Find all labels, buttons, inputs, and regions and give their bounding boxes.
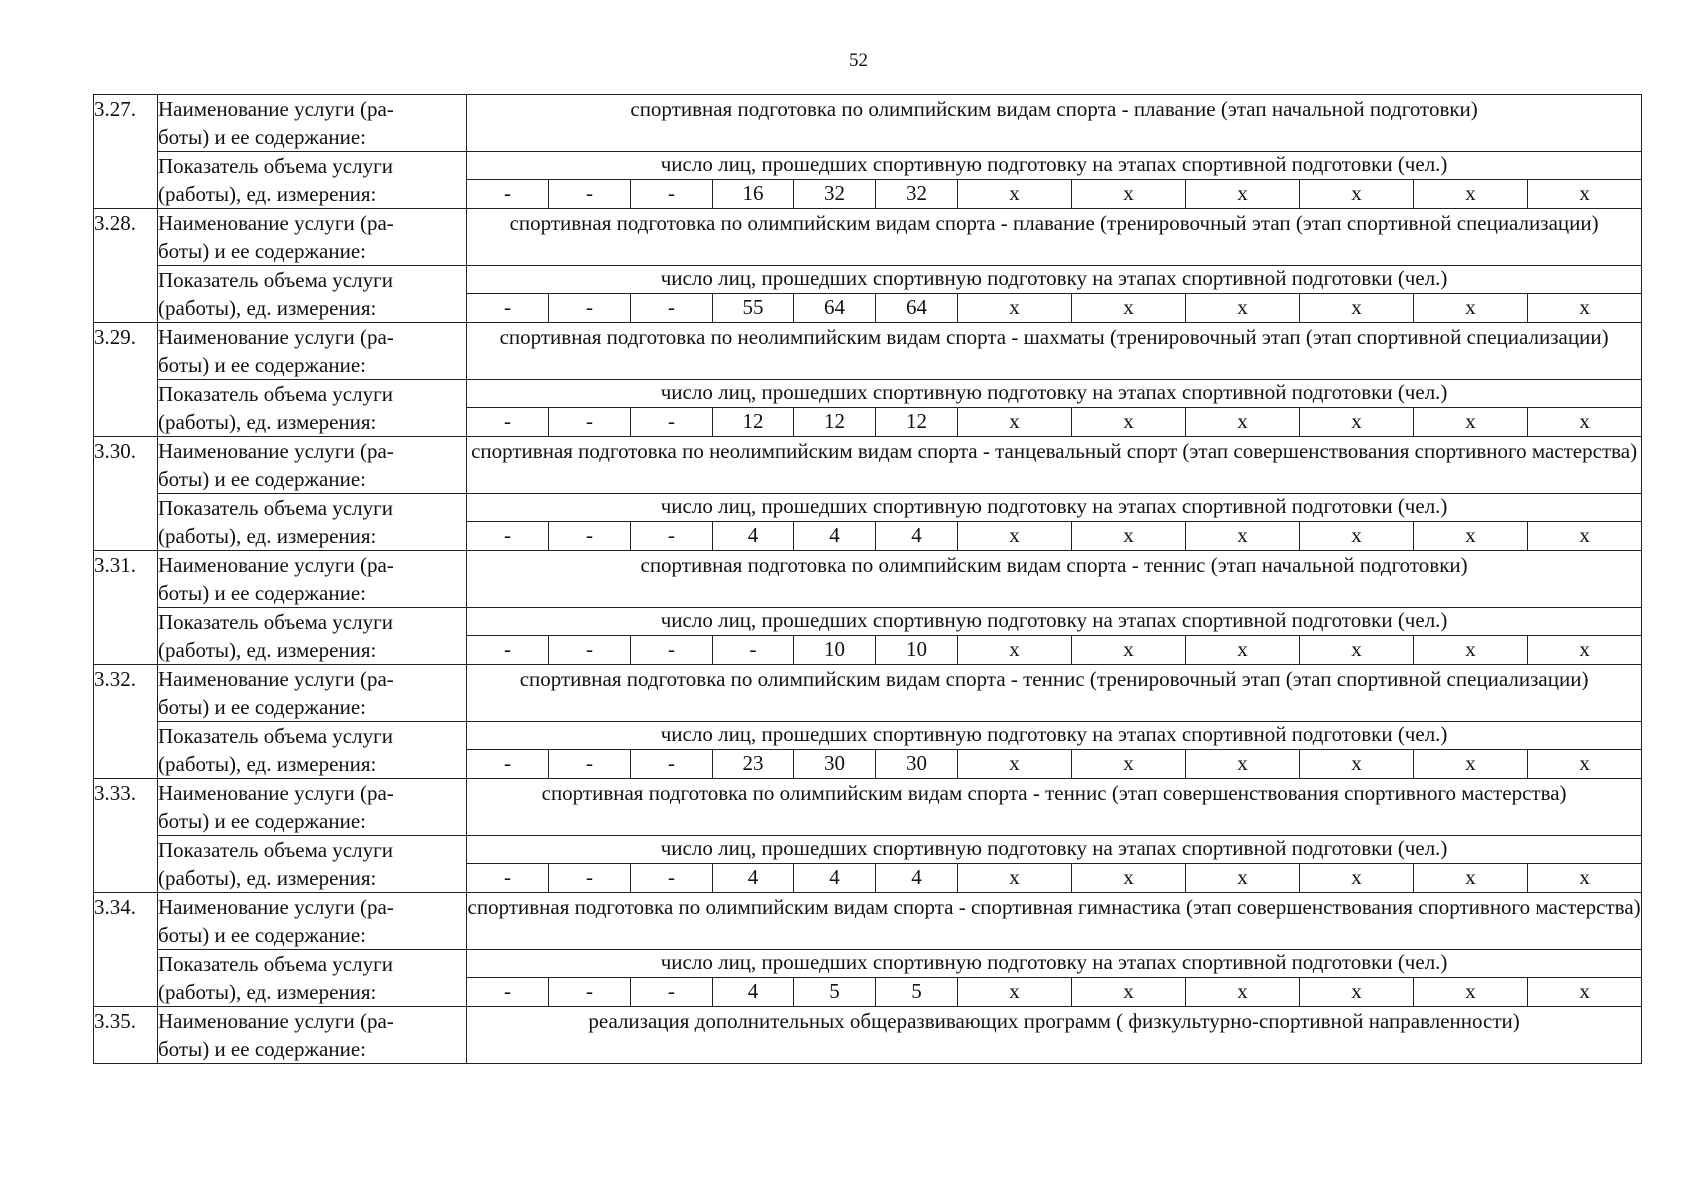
value-cell: х — [1300, 293, 1414, 322]
value-cell: х — [1072, 179, 1186, 208]
service-description: спортивная подготовка по неолимпийским видам спорта - танцевальный спорт (этап совершенствования спортивного мастерства) — [467, 437, 1642, 494]
service-name-label — [158, 665, 467, 722]
value-cell: х — [1186, 179, 1300, 208]
indicator-label — [158, 722, 467, 779]
service-name-label-line1: Наименование услуги (ра- — [158, 325, 394, 349]
value-cell: 32 — [876, 179, 958, 208]
indicator-label — [158, 608, 467, 665]
service-name-row — [94, 209, 1642, 266]
value-cell: х — [958, 977, 1072, 1006]
service-name-label-line2: боты) и ее содержание: — [158, 125, 367, 149]
value-cell: 10 — [794, 635, 876, 664]
value-cell: х — [1186, 863, 1300, 892]
value-cell: х — [1186, 407, 1300, 436]
value-cell: 16 — [713, 179, 794, 208]
indicator-label-line2: (работы), ед. измерения: — [158, 980, 377, 1004]
value-cell: - — [631, 749, 713, 778]
row-number: 3.35. — [94, 1007, 158, 1064]
services-table — [93, 94, 1642, 1064]
indicator-unit: число лиц, прошедших спортивную подготовку на этапах спортивной подготовки (чел.) — [467, 266, 1642, 294]
value-cell: х — [1414, 635, 1528, 664]
indicator-label-line1: Показатель объема услуги — [158, 952, 393, 976]
indicator-row — [94, 722, 1642, 750]
indicator-label-line1: Показатель объема услуги — [158, 268, 393, 292]
value-cell: х — [1072, 521, 1186, 550]
service-name-label-line2: боты) и ее содержание: — [158, 467, 367, 491]
indicator-label — [158, 836, 467, 893]
indicator-row — [94, 836, 1642, 864]
service-name-label-line1: Наименование услуги (ра- — [158, 439, 394, 463]
indicator-unit: число лиц, прошедших спортивную подготовку на этапах спортивной подготовки (чел.) — [467, 950, 1642, 978]
value-cell: х — [958, 179, 1072, 208]
row-number: 3.32. — [94, 665, 158, 779]
value-cell: - — [467, 521, 549, 550]
value-cell: 4 — [713, 863, 794, 892]
value-cell: х — [1528, 635, 1642, 664]
service-name-label-line1: Наименование услуги (ра- — [158, 97, 394, 121]
value-cell: х — [958, 749, 1072, 778]
indicator-unit: число лиц, прошедших спортивную подготовку на этапах спортивной подготовки (чел.) — [467, 152, 1642, 180]
value-cell: - — [467, 977, 549, 1006]
value-cell: х — [1072, 863, 1186, 892]
service-description: спортивная подготовка по олимпийским видам спорта - спортивная гимнастика (этап совершенствования спортивного мастерства) — [467, 893, 1642, 950]
row-number: 3.27. — [94, 95, 158, 209]
row-number: 3.31. — [94, 551, 158, 665]
service-name-label-line2: боты) и ее содержание: — [158, 1037, 367, 1061]
value-cell: - — [549, 977, 631, 1006]
value-cell: х — [1186, 635, 1300, 664]
value-cell: 4 — [794, 863, 876, 892]
indicator-label-line2: (работы), ед. измерения: — [158, 866, 377, 890]
service-description: реализация дополнительных общеразвивающих программ ( физкультурно-спортивной направленности) — [467, 1007, 1642, 1064]
value-cell: - — [467, 863, 549, 892]
value-cell: х — [1300, 179, 1414, 208]
value-cell: - — [549, 521, 631, 550]
page-number: 52 — [849, 50, 868, 71]
value-cell: 64 — [876, 293, 958, 322]
value-cell: х — [1414, 977, 1528, 1006]
indicator-label-line2: (работы), ед. измерения: — [158, 638, 377, 662]
indicator-row — [94, 380, 1642, 408]
service-description: спортивная подготовка по олимпийским видам спорта - плавание (этап начальной подготовки) — [467, 95, 1642, 152]
indicator-row — [94, 266, 1642, 294]
value-cell: х — [958, 407, 1072, 436]
service-description: спортивная подготовка по олимпийским видам спорта - теннис (этап начальной подготовки) — [467, 551, 1642, 608]
value-cell: х — [1414, 521, 1528, 550]
value-cell: - — [631, 977, 713, 1006]
value-cell: х — [1528, 407, 1642, 436]
value-cell: - — [549, 863, 631, 892]
service-description: спортивная подготовка по олимпийским видам спорта - теннис (тренировочный этап (этап спортивной специализации) — [467, 665, 1642, 722]
value-cell: х — [1300, 863, 1414, 892]
service-name-row — [94, 1007, 1642, 1064]
value-cell: х — [1072, 977, 1186, 1006]
service-name-label-line1: Наименование услуги (ра- — [158, 667, 394, 691]
value-cell: - — [467, 179, 549, 208]
value-cell: х — [1300, 749, 1414, 778]
value-cell: х — [1186, 293, 1300, 322]
indicator-unit: число лиц, прошедших спортивную подготовку на этапах спортивной подготовки (чел.) — [467, 380, 1642, 408]
value-cell: - — [467, 749, 549, 778]
value-cell: х — [1414, 749, 1528, 778]
value-cell: 12 — [713, 407, 794, 436]
value-cell: х — [1414, 863, 1528, 892]
row-number: 3.34. — [94, 893, 158, 1007]
value-cell: х — [958, 293, 1072, 322]
value-cell: 55 — [713, 293, 794, 322]
indicator-unit: число лиц, прошедших спортивную подготовку на этапах спортивной подготовки (чел.) — [467, 722, 1642, 750]
value-cell: 12 — [794, 407, 876, 436]
indicator-label-line2: (работы), ед. измерения: — [158, 296, 377, 320]
value-cell: х — [1300, 977, 1414, 1006]
value-cell: 4 — [713, 977, 794, 1006]
indicator-label-line1: Показатель объема услуги — [158, 382, 393, 406]
indicator-label-line1: Показатель объема услуги — [158, 496, 393, 520]
service-description: спортивная подготовка по неолимпийским видам спорта - шахматы (тренировочный этап (этап спортивной специализации) — [467, 323, 1642, 380]
value-cell: - — [549, 179, 631, 208]
value-cell: - — [631, 521, 713, 550]
service-name-label — [158, 1007, 467, 1064]
indicator-label — [158, 494, 467, 551]
value-cell: - — [549, 407, 631, 436]
value-cell: - — [631, 635, 713, 664]
indicator-label — [158, 266, 467, 323]
indicator-row — [94, 494, 1642, 522]
indicator-label-line1: Показатель объема услуги — [158, 838, 393, 862]
value-cell: - — [549, 635, 631, 664]
service-name-label — [158, 551, 467, 608]
indicator-unit: число лиц, прошедших спортивную подготовку на этапах спортивной подготовки (чел.) — [467, 608, 1642, 636]
service-name-row — [94, 323, 1642, 380]
value-cell: - — [631, 863, 713, 892]
row-number: 3.33. — [94, 779, 158, 893]
service-name-label-line2: боты) и ее содержание: — [158, 809, 367, 833]
service-name-row — [94, 95, 1642, 152]
value-cell: 5 — [794, 977, 876, 1006]
value-cell: х — [958, 863, 1072, 892]
value-cell: х — [1300, 635, 1414, 664]
indicator-label-line2: (работы), ед. измерения: — [158, 752, 377, 776]
value-cell: - — [713, 635, 794, 664]
row-number: 3.28. — [94, 209, 158, 323]
value-cell: 4 — [713, 521, 794, 550]
service-name-label-line1: Наименование услуги (ра- — [158, 211, 394, 235]
indicator-label-line1: Показатель объема услуги — [158, 610, 393, 634]
service-name-label-line1: Наименование услуги (ра- — [158, 895, 394, 919]
service-name-row — [94, 665, 1642, 722]
value-cell: х — [1528, 293, 1642, 322]
value-cell: 30 — [794, 749, 876, 778]
value-cell: х — [1072, 749, 1186, 778]
indicator-row — [94, 950, 1642, 978]
service-name-row — [94, 893, 1642, 950]
value-cell: 12 — [876, 407, 958, 436]
row-number: 3.30. — [94, 437, 158, 551]
indicator-label-line1: Показатель объема услуги — [158, 724, 393, 748]
value-cell: - — [631, 179, 713, 208]
service-name-label — [158, 779, 467, 836]
indicator-row — [94, 608, 1642, 636]
value-cell: х — [1072, 407, 1186, 436]
service-name-label-line1: Наименование услуги (ра- — [158, 553, 394, 577]
value-cell: - — [467, 407, 549, 436]
value-cell: х — [1186, 977, 1300, 1006]
value-cell: х — [1414, 407, 1528, 436]
value-cell: х — [958, 521, 1072, 550]
value-cell: х — [1300, 407, 1414, 436]
service-name-row — [94, 779, 1642, 836]
indicator-row — [94, 152, 1642, 180]
service-name-label-line2: боты) и ее содержание: — [158, 923, 367, 947]
value-cell: х — [1528, 977, 1642, 1006]
service-name-label — [158, 893, 467, 950]
row-number: 3.29. — [94, 323, 158, 437]
indicator-label-line1: Показатель объема услуги — [158, 154, 393, 178]
value-cell: х — [1528, 521, 1642, 550]
indicator-unit: число лиц, прошедших спортивную подготовку на этапах спортивной подготовки (чел.) — [467, 494, 1642, 522]
value-cell: х — [1300, 521, 1414, 550]
value-cell: 30 — [876, 749, 958, 778]
value-cell: 4 — [876, 863, 958, 892]
value-cell: - — [549, 749, 631, 778]
value-cell: 5 — [876, 977, 958, 1006]
value-cell: х — [1414, 293, 1528, 322]
service-description: спортивная подготовка по олимпийским видам спорта - теннис (этап совершенствования спортивного мастерства) — [467, 779, 1642, 836]
value-cell: х — [1186, 749, 1300, 778]
value-cell: 4 — [876, 521, 958, 550]
value-cell: - — [549, 293, 631, 322]
indicator-unit: число лиц, прошедших спортивную подготовку на этапах спортивной подготовки (чел.) — [467, 836, 1642, 864]
service-name-label-line2: боты) и ее содержание: — [158, 695, 367, 719]
value-cell: х — [1528, 863, 1642, 892]
value-cell: - — [467, 635, 549, 664]
value-cell: х — [1414, 179, 1528, 208]
indicator-label-line2: (работы), ед. измерения: — [158, 524, 377, 548]
indicator-label — [158, 380, 467, 437]
service-name-row — [94, 437, 1642, 494]
service-name-label-line2: боты) и ее содержание: — [158, 239, 367, 263]
value-cell: 23 — [713, 749, 794, 778]
service-name-row — [94, 551, 1642, 608]
service-name-label-line2: боты) и ее содержание: — [158, 353, 367, 377]
service-description: спортивная подготовка по олимпийским видам спорта - плавание (тренировочный этап (этап спортивной специализации) — [467, 209, 1642, 266]
value-cell: х — [1528, 179, 1642, 208]
indicator-label — [158, 950, 467, 1007]
value-cell: х — [1072, 635, 1186, 664]
service-name-label-line1: Наименование услуги (ра- — [158, 1009, 394, 1033]
table-body — [94, 95, 1642, 1064]
value-cell: - — [467, 293, 549, 322]
value-cell: - — [631, 407, 713, 436]
indicator-label-line2: (работы), ед. измерения: — [158, 410, 377, 434]
service-name-label-line2: боты) и ее содержание: — [158, 581, 367, 605]
indicator-label-line2: (работы), ед. измерения: — [158, 182, 377, 206]
value-cell: х — [958, 635, 1072, 664]
service-name-label — [158, 437, 467, 494]
service-name-label — [158, 323, 467, 380]
service-name-label — [158, 209, 467, 266]
value-cell: х — [1528, 749, 1642, 778]
value-cell: 10 — [876, 635, 958, 664]
value-cell: 32 — [794, 179, 876, 208]
indicator-label — [158, 152, 467, 209]
value-cell: - — [631, 293, 713, 322]
value-cell: х — [1072, 293, 1186, 322]
value-cell: 64 — [794, 293, 876, 322]
service-name-label — [158, 95, 467, 152]
value-cell: 4 — [794, 521, 876, 550]
value-cell: х — [1186, 521, 1300, 550]
service-name-label-line1: Наименование услуги (ра- — [158, 781, 394, 805]
